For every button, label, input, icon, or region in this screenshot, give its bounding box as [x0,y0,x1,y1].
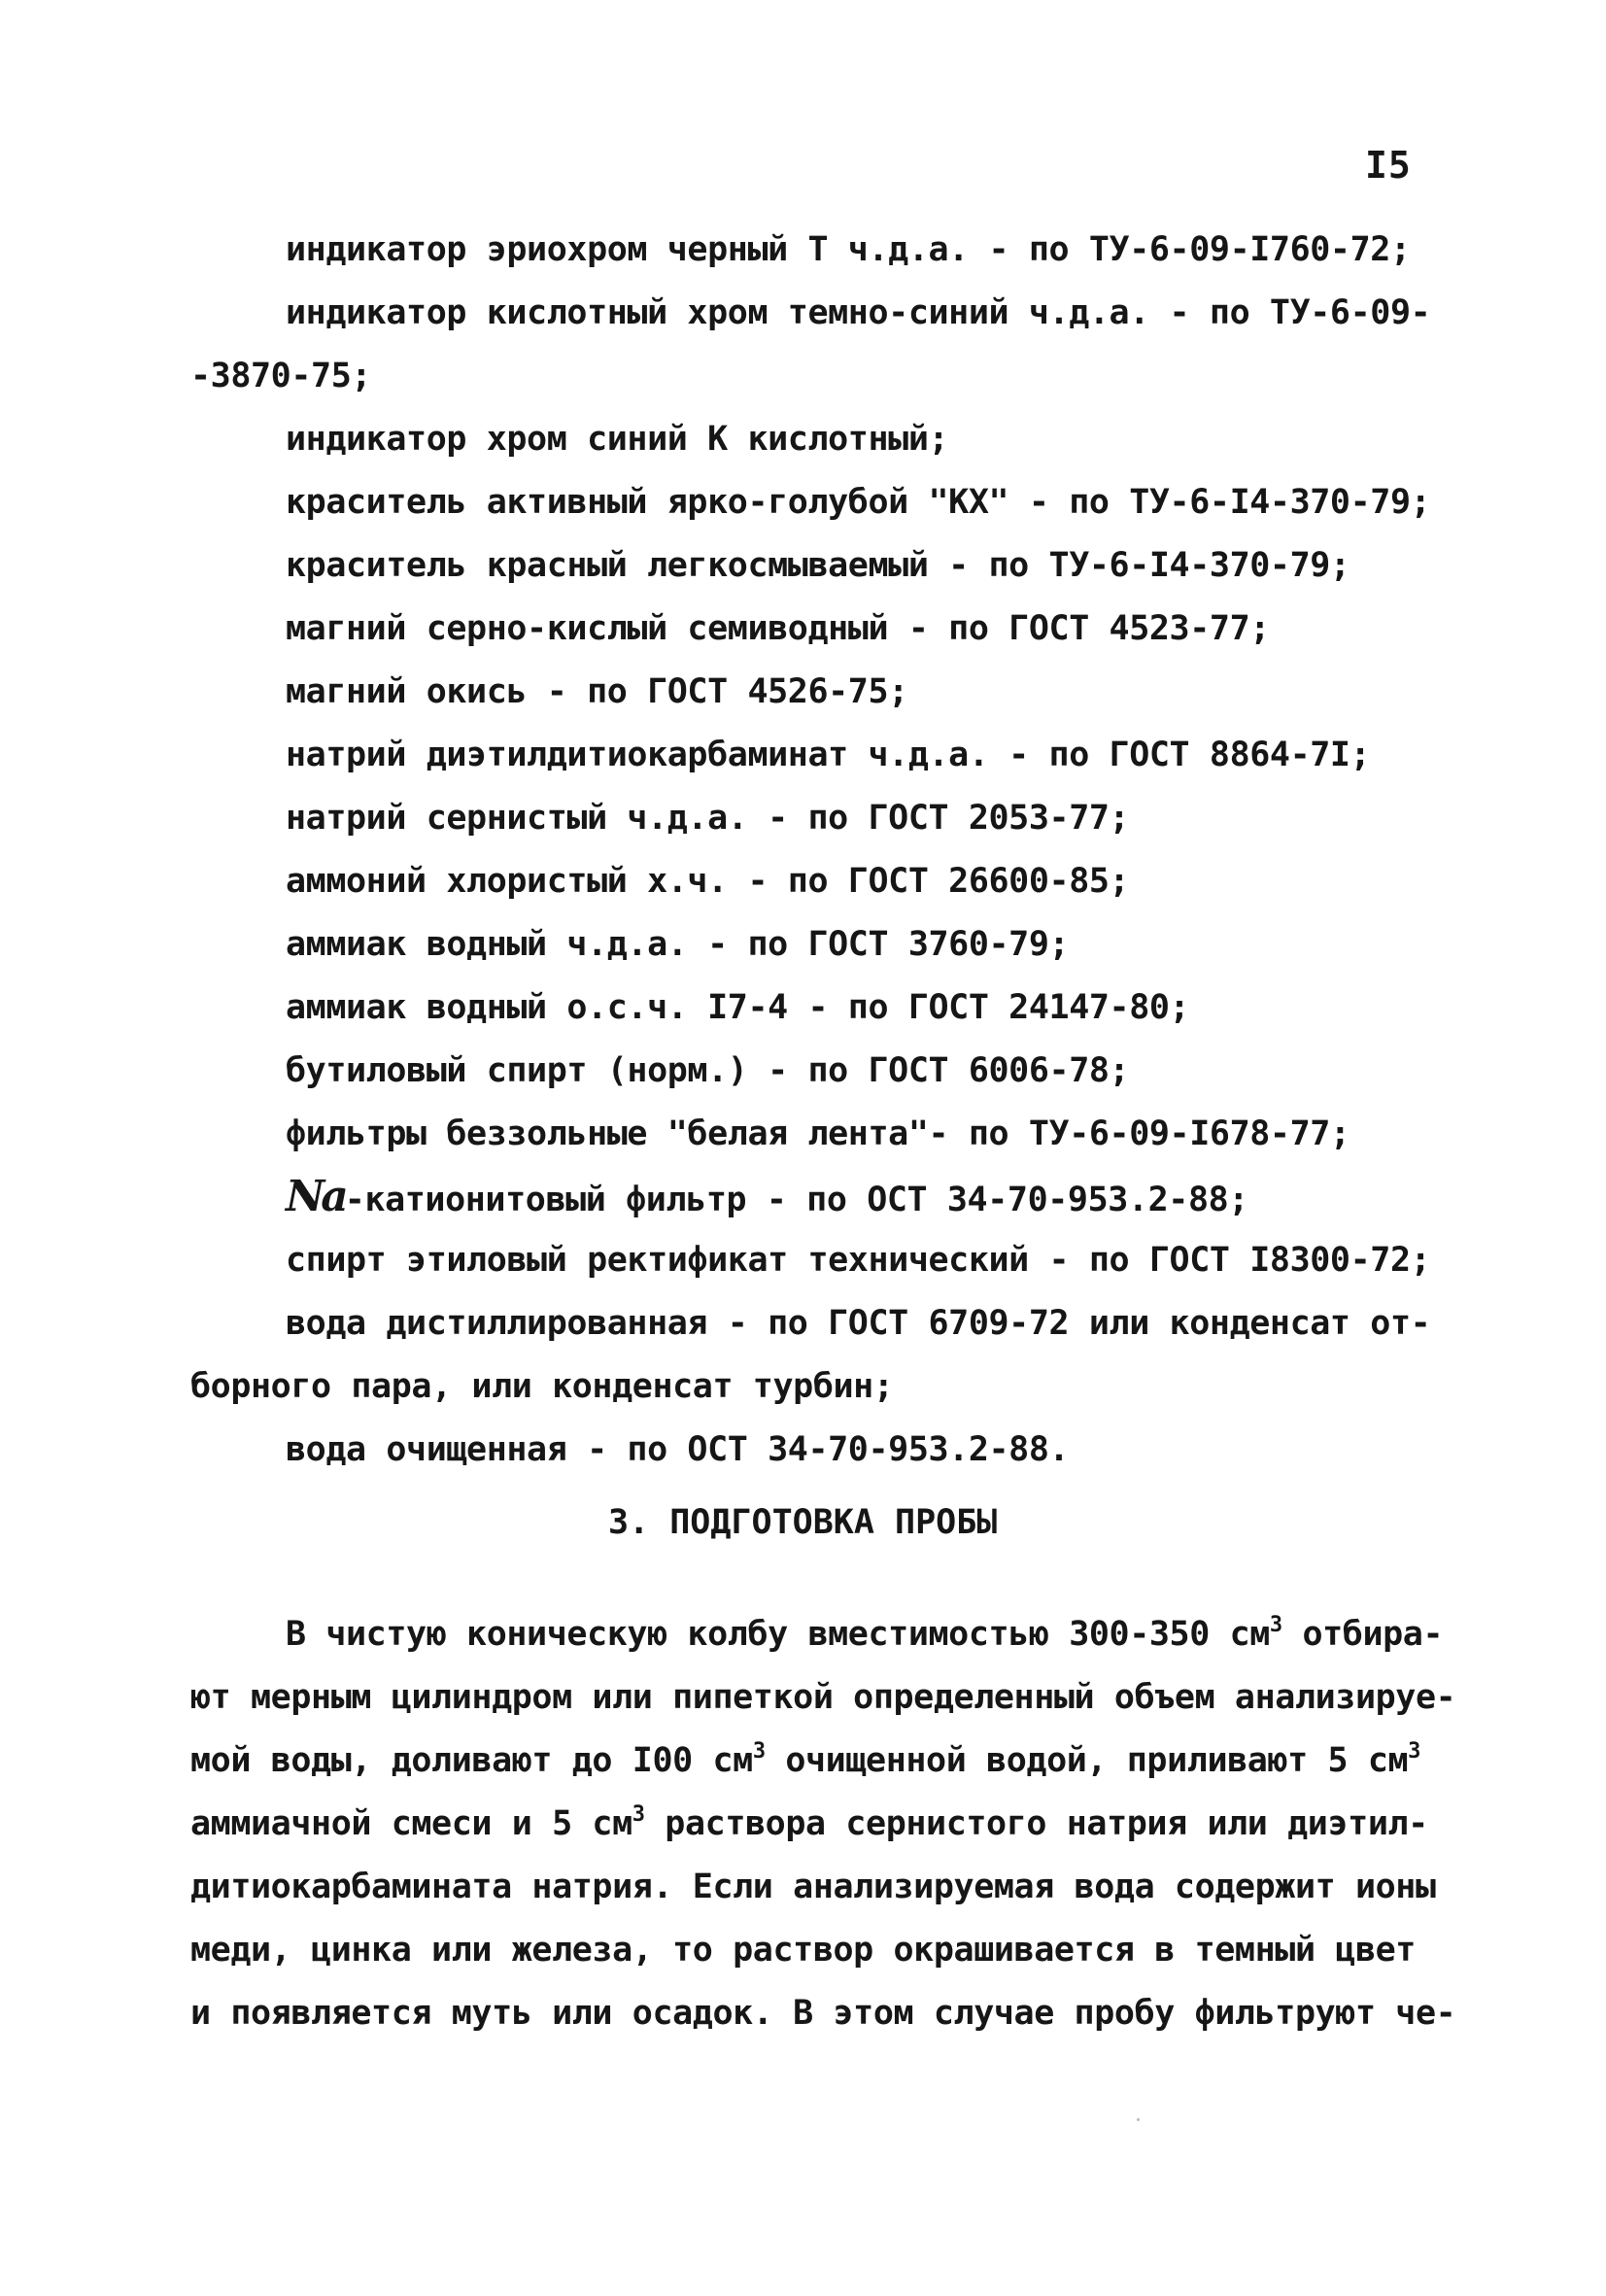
paragraph-text: отбира- [1281,1615,1444,1654]
list-item [286,1172,1248,1221]
list-item: вода очищенная - по ОСТ 34-70-953.2-88. [286,1430,1070,1469]
list-item: аммоний хлористый х.ч. - по ГОСТ 26600-85; [286,862,1130,901]
paragraph-line: ют мерным цилиндром или пипеткой определенный объем анализируе- [190,1678,1456,1717]
superscript: 3 [752,1739,766,1764]
paragraph-line [190,1739,1421,1780]
paragraph-line: меди, цинка или железа, то раствор окрашивается в темный цвет [190,1931,1416,1970]
list-item: натрий сернистый ч.д.а. - по ГОСТ 2053-77; [286,799,1130,838]
paragraph-text: аммиачной смеси и 5 см [190,1804,632,1843]
scan-speck [1137,2118,1140,2121]
superscript: 3 [632,1802,645,1827]
list-item: краситель активный ярко-голубой "КХ" - по ТУ-6-I4-370-79; [286,483,1431,522]
list-item: фильтры беззольные "белая лента"- по ТУ-6-09-I678-77; [286,1114,1350,1153]
paragraph-line [286,1613,1444,1654]
list-item: индикатор хром синий К кислотный; [286,420,949,459]
paragraph-line [190,1802,1428,1843]
paragraph-text: раствора сернистого натрия или диэтил- [644,1804,1428,1843]
superscript: 3 [1408,1739,1421,1764]
list-item-continuation: борного пара, или конденсат турбин; [190,1367,894,1406]
list-item: магний серно-кислый семиводный - по ГОСТ 4523-77; [286,609,1270,648]
list-item: спирт этиловый ректификат технический - по ГОСТ I8300-72; [286,1241,1431,1280]
list-item: индикатор кислотный хром темно-синий ч.д.а. - по ТУ-6-09- [286,293,1431,332]
list-item: индикатор эриохром черный Т ч.д.а. - по ТУ-6-09-I760-72; [286,230,1411,269]
paragraph-text: В чистую коническую колбу вместимостью 300-350 см [286,1615,1270,1654]
list-item: бутиловый спирт (норм.) - по ГОСТ 6006-78; [286,1051,1130,1090]
list-item: магний окись - по ГОСТ 4526-75; [286,672,908,711]
list-item-text: -катионитовый фильтр - по ОСТ 34-70-953.2-88; [344,1181,1248,1219]
paragraph-line: и появляется муть или осадок. В этом случае пробу фильтруют че- [190,1994,1456,2033]
page-number: I5 [1365,144,1412,187]
list-item-continuation: -3870-75; [190,357,372,395]
list-item: вода дистиллированная - по ГОСТ 6709-72 или конденсат от- [286,1304,1431,1343]
paragraph-text: мой воды, доливают до I00 см [190,1741,753,1780]
section-heading: 3. ПОДГОТОВКА ПРОБЫ [608,1503,998,1542]
na-handwritten-mark: Na [286,1172,345,1221]
list-item: аммиак водный о.с.ч. I7-4 - по ГОСТ 24147-80; [286,988,1190,1027]
superscript: 3 [1269,1613,1282,1637]
paragraph-line: дитиокарбамината натрия. Если анализируемая вода содержит ионы [190,1868,1436,1906]
list-item: краситель красный легкосмываемый - по ТУ-6-I4-370-79; [286,546,1350,585]
paragraph-text: очищенной водой, приливают 5 см [765,1741,1409,1780]
list-item: аммиак водный ч.д.а. - по ГОСТ 3760-79; [286,925,1070,964]
list-item: натрий диэтилдитиокарбаминат ч.д.а. - по ГОСТ 8864-7I; [286,736,1371,774]
